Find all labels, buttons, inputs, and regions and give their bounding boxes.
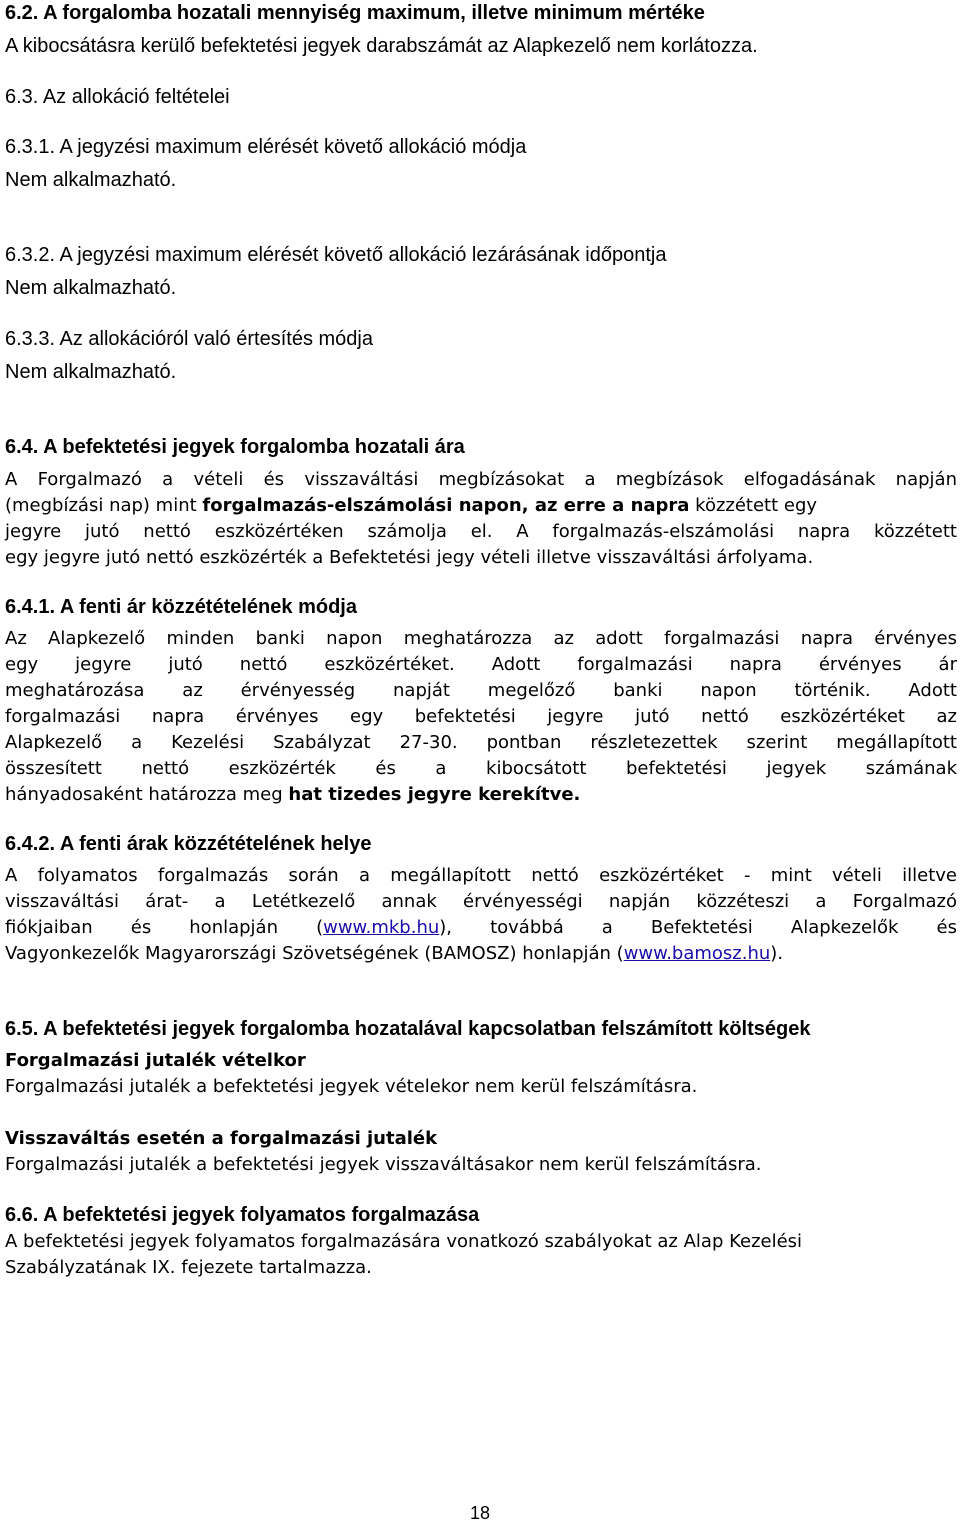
text-run: (megbízási nap) mint <box>5 495 203 516</box>
section-6-2-text: A kibocsátásra kerülő befektetési jegyek darabszámát az Alapkezelő nem korlátozza. <box>5 35 758 57</box>
section-6-5-subheading: Forgalmazási jutalék vételkor <box>5 1050 306 1071</box>
section-6-4-line <box>5 495 817 516</box>
section-6-6-heading: 6.6. A befektetési jegyek folyamatos forgalmazása <box>5 1204 480 1226</box>
section-6-4-2-line: visszaváltási árat- a Letétkezelő annak érvényességi napján közzéteszi a Forgalmazó <box>5 891 957 912</box>
text-run: közzétett egy <box>689 495 818 516</box>
section-6-4-line: A Forgalmazó a vételi és visszaváltási megbízásokat a megbízások elfogadásának napján <box>5 469 957 490</box>
bamosz-link[interactable]: www.bamosz.hu <box>623 943 771 964</box>
section-6-4-line: jegyre jutó nettó eszközértéken számolja el. A forgalmazás-elszámolási napra közzétett <box>5 521 957 542</box>
section-6-4-2-line <box>5 943 783 964</box>
mkb-link[interactable]: www.mkb.hu <box>323 917 440 938</box>
section-6-4-1-line: forgalmazási napra érvényes egy befektetési jegyre jutó nettó eszközértéket az <box>5 706 957 727</box>
section-6-5-heading: 6.5. A befektetési jegyek forgalomba hozatalával kapcsolatban felszámított költségek <box>5 1018 811 1040</box>
bold-run: hat tizedes jegyre kerekítve. <box>288 784 581 805</box>
section-6-4-2-line <box>5 917 957 938</box>
section-6-4-1-line: Alapkezelő a Kezelési Szabályzat 27-30. pontban részletezettek szerint megállapított <box>5 732 957 753</box>
section-6-5-text: Forgalmazási jutalék a befektetési jegyek vételekor nem kerül felszámításra. <box>5 1076 698 1097</box>
section-6-3-3-text: Nem alkalmazható. <box>5 361 177 383</box>
text-run: ), továbbá a Befektetési Alapkezelők és <box>439 917 957 938</box>
section-6-2-heading: 6.2. A forgalomba hozatali mennyiség maximum, illetve minimum mértéke <box>5 2 705 24</box>
section-6-6-line: A befektetési jegyek folyamatos forgalmazására vonatkozó szabályokat az Alap Kezelési <box>5 1231 803 1252</box>
section-6-3-2-heading: 6.3.2. A jegyzési maximum elérését követő allokáció lezárásának időpontja <box>5 244 667 266</box>
section-6-3-3-heading: 6.3.3. Az allokációról való értesítés módja <box>5 328 373 350</box>
text-run: hányadosaként határozza meg <box>5 784 289 805</box>
section-6-4-heading: 6.4. A befektetési jegyek forgalomba hozatali ára <box>5 436 465 458</box>
text-run: Vagyonkezelők Magyarországi Szövetségének (BAMOSZ) honlapján ( <box>5 943 624 964</box>
section-6-6-line: Szabályzatának IX. fejezete tartalmazza. <box>5 1257 372 1278</box>
section-6-4-1-line: összesített nettó eszközérték és a kibocsátott befektetési jegyek számának <box>5 758 957 779</box>
section-6-4-1-line: egy jegyre jutó nettó eszközértéket. Adott forgalmazási napra érvényes ár <box>5 654 957 675</box>
bold-run: forgalmazás-elszámolási napon, az erre a napra <box>202 495 690 516</box>
section-6-5-subheading: Visszaváltás esetén a forgalmazási jutalék <box>5 1128 438 1149</box>
section-6-4-2-line: A folyamatos forgalmazás során a megállapított nettó eszközértéket - mint vételi illetve <box>5 865 957 886</box>
section-6-4-1-heading: 6.4.1. A fenti ár közzétételének módja <box>5 596 357 618</box>
section-6-5-text: Forgalmazási jutalék a befektetési jegyek visszaváltásakor nem kerül felszámításra. <box>5 1154 762 1175</box>
section-6-4-2-heading: 6.4.2. A fenti árak közzétételének helye <box>5 833 372 855</box>
section-6-4-line: egy jegyre jutó nettó eszközérték a Befektetési jegy vételi illetve visszaváltási árfolyama. <box>5 547 814 568</box>
text-run: fiókjaiban és honlapján ( <box>5 917 324 938</box>
section-6-4-1-line: meghatározása az érvényesség napját megelőző banki napon történik. Adott <box>5 680 957 701</box>
page-number: 18 <box>469 1503 491 1523</box>
section-6-3-1-text: Nem alkalmazható. <box>5 169 177 191</box>
text-run: ). <box>770 943 784 964</box>
section-6-3-1-heading: 6.3.1. A jegyzési maximum elérését követő allokáció módja <box>5 136 527 158</box>
section-6-4-1-line: Az Alapkezelő minden banki napon meghatározza az adott forgalmazási napra érvényes <box>5 628 957 649</box>
section-6-4-1-line <box>5 784 580 805</box>
section-6-3-2-text: Nem alkalmazható. <box>5 277 177 299</box>
section-6-3-heading: 6.3. Az allokáció feltételei <box>5 86 230 108</box>
